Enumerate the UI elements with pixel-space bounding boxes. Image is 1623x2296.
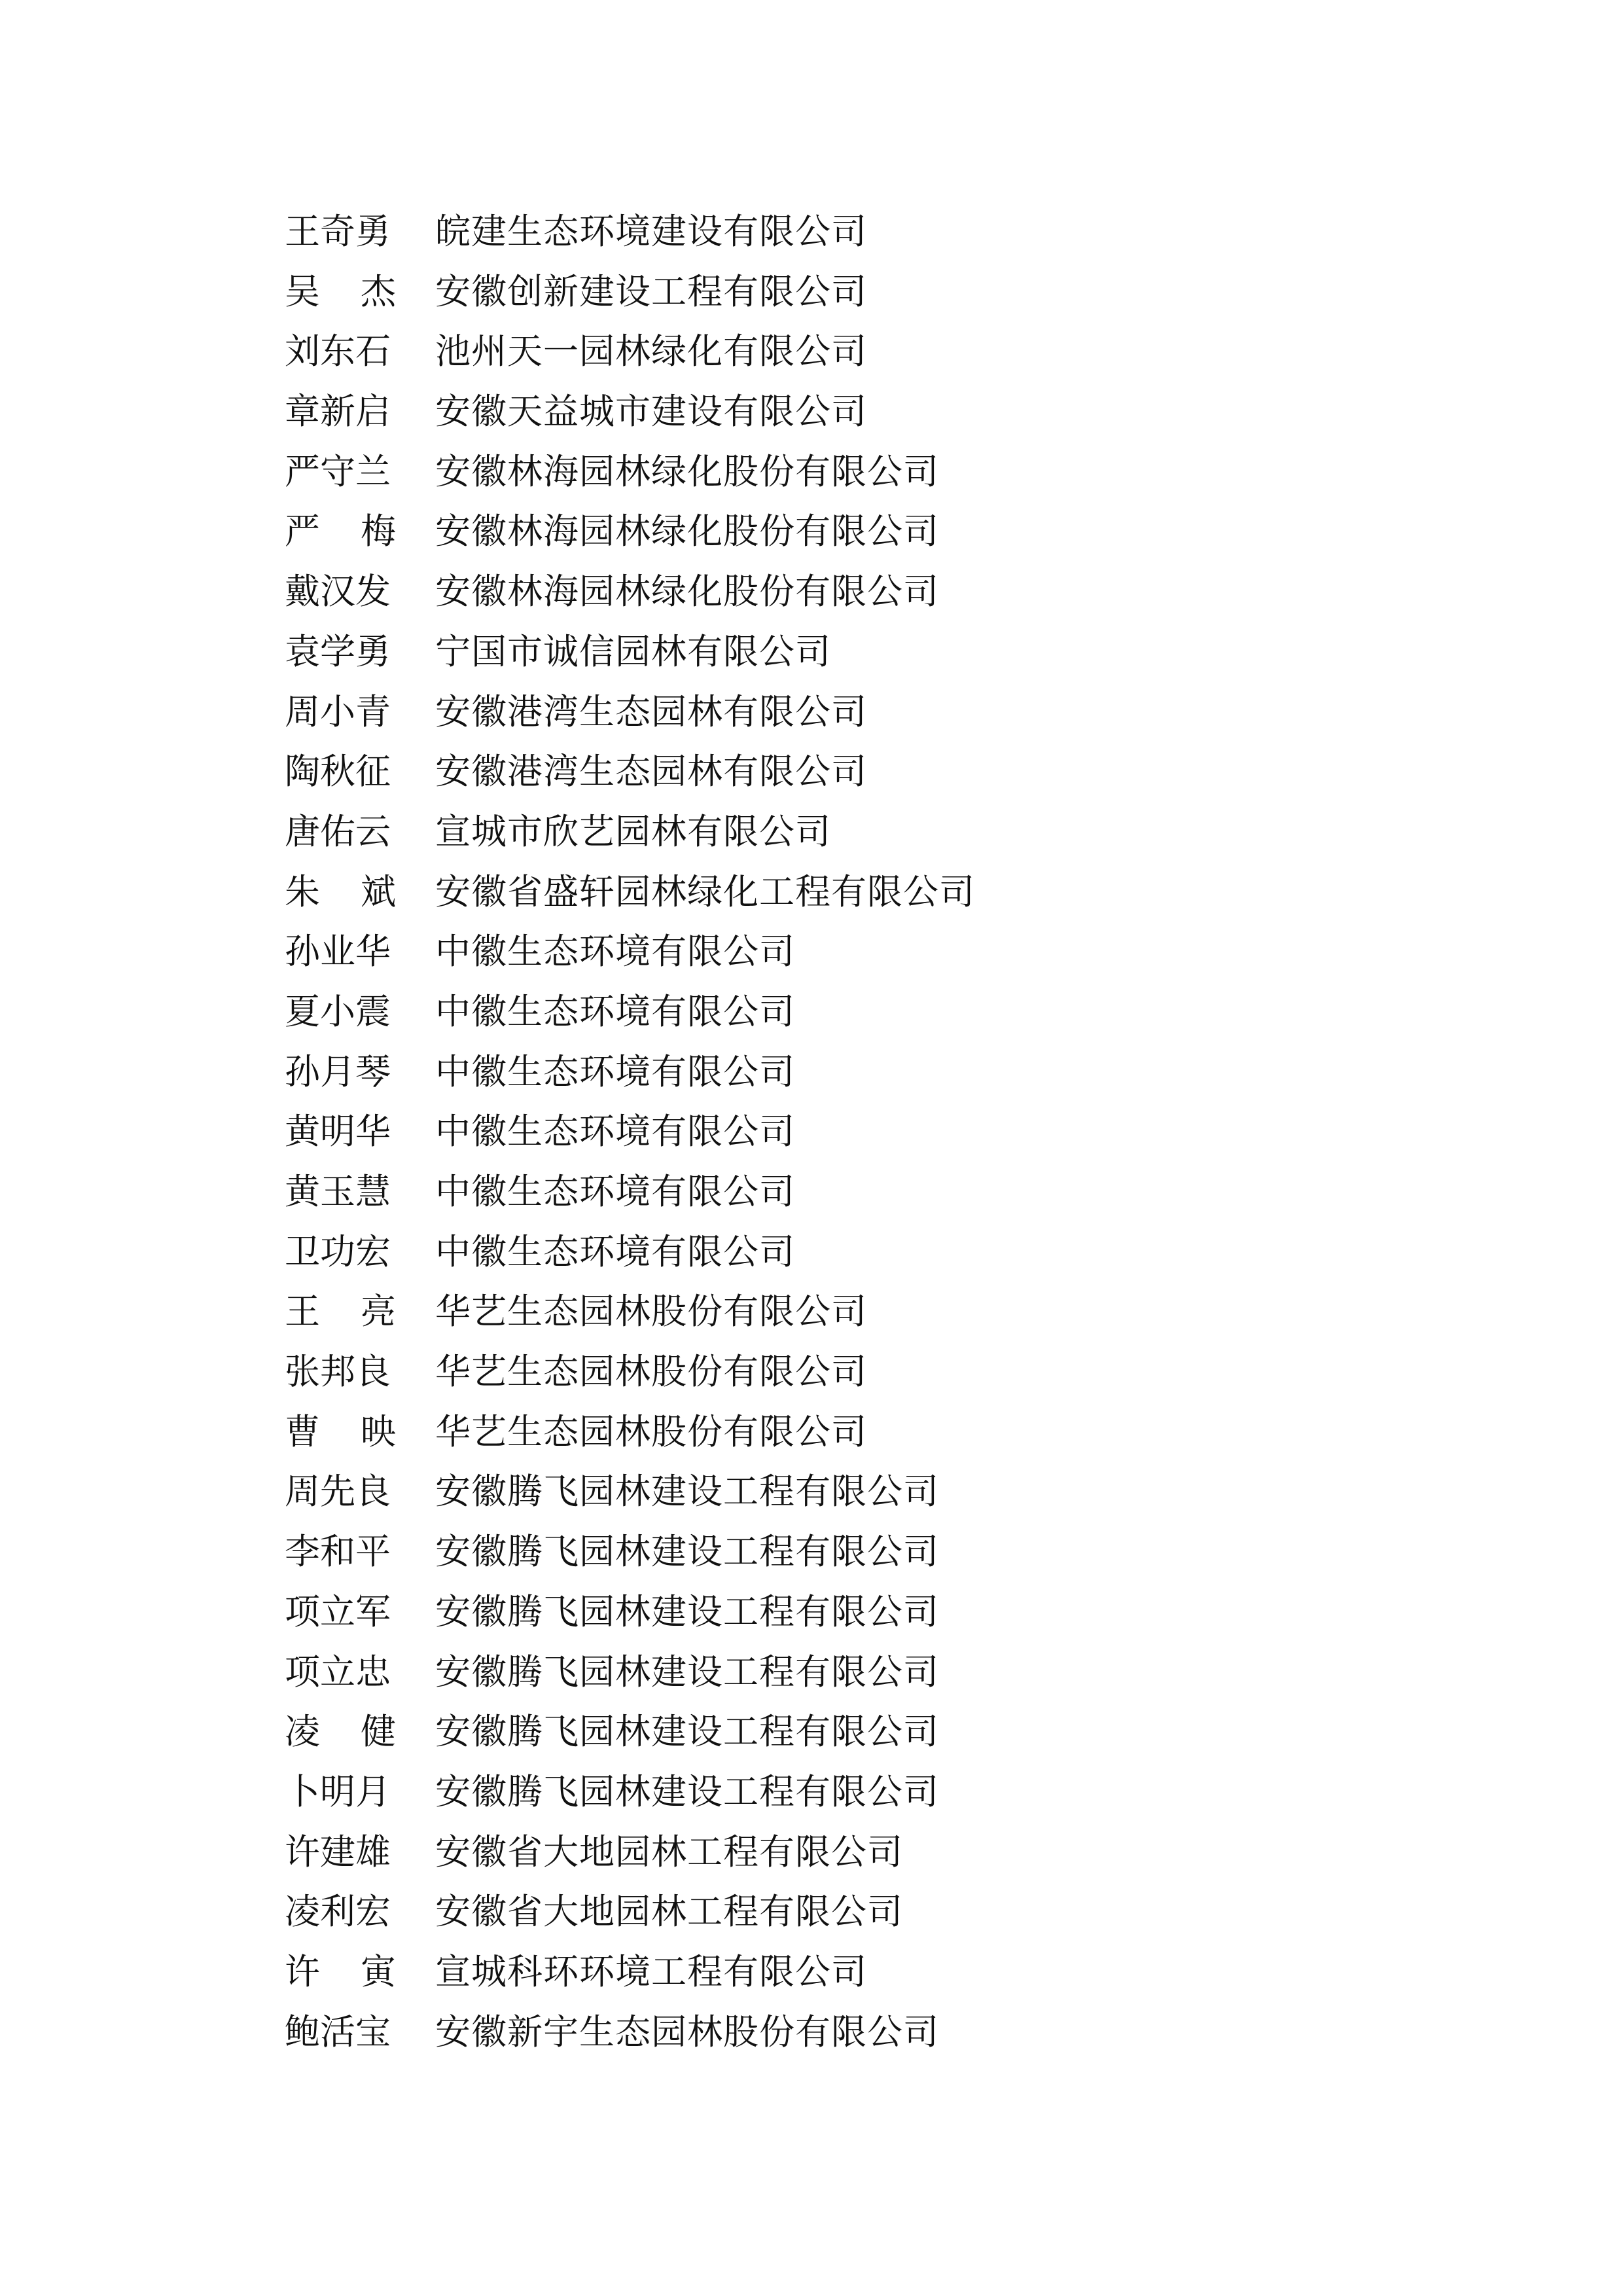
list-item bbox=[285, 1882, 975, 1942]
list-item bbox=[285, 442, 975, 502]
person-name: 孙业华 bbox=[285, 931, 391, 973]
list-item bbox=[285, 682, 975, 742]
list-item bbox=[285, 802, 975, 862]
person-name: 项立军 bbox=[285, 1590, 391, 1632]
company-name: 中徽生态环境有限公司 bbox=[435, 1111, 795, 1153]
list-item bbox=[285, 501, 975, 562]
list-item bbox=[285, 982, 975, 1042]
person-name: 严守兰 bbox=[285, 450, 391, 492]
list-item bbox=[285, 1342, 975, 1402]
person-name: 王奇勇 bbox=[285, 211, 391, 252]
person-name: 袁学勇 bbox=[285, 630, 391, 672]
personnel-list bbox=[285, 202, 975, 2062]
company-name: 中徽生态环境有限公司 bbox=[435, 1050, 795, 1092]
company-name: 安徽林海园林绿化股份有限公司 bbox=[435, 571, 939, 613]
company-name: 安徽创新建设工程有限公司 bbox=[435, 270, 867, 312]
list-item bbox=[285, 321, 975, 382]
company-name: 安徽林海园林绿化股份有限公司 bbox=[435, 511, 939, 552]
company-name: 安徽省大地园林工程有限公司 bbox=[435, 1891, 903, 1933]
person-name: 李和平 bbox=[285, 1531, 391, 1573]
company-name: 安徽腾飞园林建设工程有限公司 bbox=[435, 1651, 939, 1693]
list-item bbox=[285, 1642, 975, 1702]
list-item bbox=[285, 1702, 975, 1762]
person-name: 卫功宏 bbox=[285, 1230, 391, 1272]
company-name: 中徽生态环境有限公司 bbox=[435, 1171, 795, 1212]
company-name: 安徽腾飞园林建设工程有限公司 bbox=[435, 1770, 939, 1812]
company-name: 皖建生态环境建设有限公司 bbox=[435, 211, 867, 252]
company-name: 安徽省大地园林工程有限公司 bbox=[435, 1831, 903, 1873]
company-name: 华艺生态园林股份有限公司 bbox=[435, 1351, 867, 1393]
list-item bbox=[285, 922, 975, 982]
person-name: 夏小震 bbox=[285, 990, 391, 1032]
list-item bbox=[285, 1522, 975, 1582]
company-name: 安徽腾飞园林建设工程有限公司 bbox=[435, 1531, 939, 1573]
person-name: 项立忠 bbox=[285, 1651, 391, 1693]
company-name: 安徽林海园林绿化股份有限公司 bbox=[435, 450, 939, 492]
list-item bbox=[285, 1462, 975, 1522]
person-name: 严 梅 bbox=[285, 511, 396, 552]
list-item bbox=[285, 1282, 975, 1342]
company-name: 池州天一园林绿化有限公司 bbox=[435, 331, 867, 372]
list-item bbox=[285, 2002, 975, 2062]
company-name: 中徽生态环境有限公司 bbox=[435, 990, 795, 1032]
list-item bbox=[285, 1402, 975, 1462]
list-item bbox=[285, 1822, 975, 1882]
list-item bbox=[285, 1162, 975, 1222]
company-name: 中徽生态环境有限公司 bbox=[435, 931, 795, 973]
person-name: 章新启 bbox=[285, 391, 391, 433]
list-item bbox=[285, 1942, 975, 2002]
company-name: 安徽腾飞园林建设工程有限公司 bbox=[435, 1590, 939, 1632]
person-name: 鲍活宝 bbox=[285, 2011, 391, 2053]
person-name: 黄玉慧 bbox=[285, 1171, 391, 1212]
list-item bbox=[285, 1042, 975, 1102]
company-name: 宣城市欣艺园林有限公司 bbox=[435, 810, 831, 852]
company-name: 中徽生态环境有限公司 bbox=[435, 1230, 795, 1272]
company-name: 安徽新宇生态园林股份有限公司 bbox=[435, 2011, 939, 2053]
person-name: 曹 映 bbox=[285, 1410, 396, 1452]
person-name: 唐佑云 bbox=[285, 810, 391, 852]
company-name: 安徽港湾生态园林有限公司 bbox=[435, 751, 867, 793]
list-item bbox=[285, 862, 975, 922]
company-name: 华艺生态园林股份有限公司 bbox=[435, 1410, 867, 1452]
company-name: 安徽港湾生态园林有限公司 bbox=[435, 691, 867, 732]
company-name: 宣城科环环境工程有限公司 bbox=[435, 1950, 867, 1992]
company-name: 华艺生态园林股份有限公司 bbox=[435, 1291, 867, 1333]
person-name: 许 寅 bbox=[285, 1950, 396, 1992]
list-item bbox=[285, 1222, 975, 1282]
company-name: 安徽腾飞园林建设工程有限公司 bbox=[435, 1711, 939, 1753]
list-item bbox=[285, 1582, 975, 1642]
company-name: 宁国市诚信园林有限公司 bbox=[435, 630, 831, 672]
person-name: 周先良 bbox=[285, 1471, 391, 1513]
list-item bbox=[285, 1102, 975, 1162]
list-item bbox=[285, 622, 975, 682]
person-name: 朱 斌 bbox=[285, 870, 396, 912]
person-name: 许建雄 bbox=[285, 1831, 391, 1873]
person-name: 张邦良 bbox=[285, 1351, 391, 1393]
person-name: 戴汉发 bbox=[285, 571, 391, 613]
person-name: 孙月琴 bbox=[285, 1050, 391, 1092]
company-name: 安徽腾飞园林建设工程有限公司 bbox=[435, 1471, 939, 1513]
person-name: 黄明华 bbox=[285, 1111, 391, 1153]
list-item bbox=[285, 1762, 975, 1822]
list-item bbox=[285, 262, 975, 322]
person-name: 凌 健 bbox=[285, 1711, 396, 1753]
company-name: 安徽天益城市建设有限公司 bbox=[435, 391, 867, 433]
person-name: 刘东石 bbox=[285, 331, 391, 372]
person-name: 周小青 bbox=[285, 691, 391, 732]
person-name: 陶秋征 bbox=[285, 751, 391, 793]
company-name: 安徽省盛轩园林绿化工程有限公司 bbox=[435, 870, 975, 912]
person-name: 卜明月 bbox=[285, 1770, 391, 1812]
list-item bbox=[285, 742, 975, 802]
list-item bbox=[285, 382, 975, 442]
list-item bbox=[285, 562, 975, 622]
person-name: 吴 杰 bbox=[285, 270, 396, 312]
person-name: 凌利宏 bbox=[285, 1891, 391, 1933]
list-item bbox=[285, 202, 975, 262]
person-name: 王 亮 bbox=[285, 1291, 396, 1333]
